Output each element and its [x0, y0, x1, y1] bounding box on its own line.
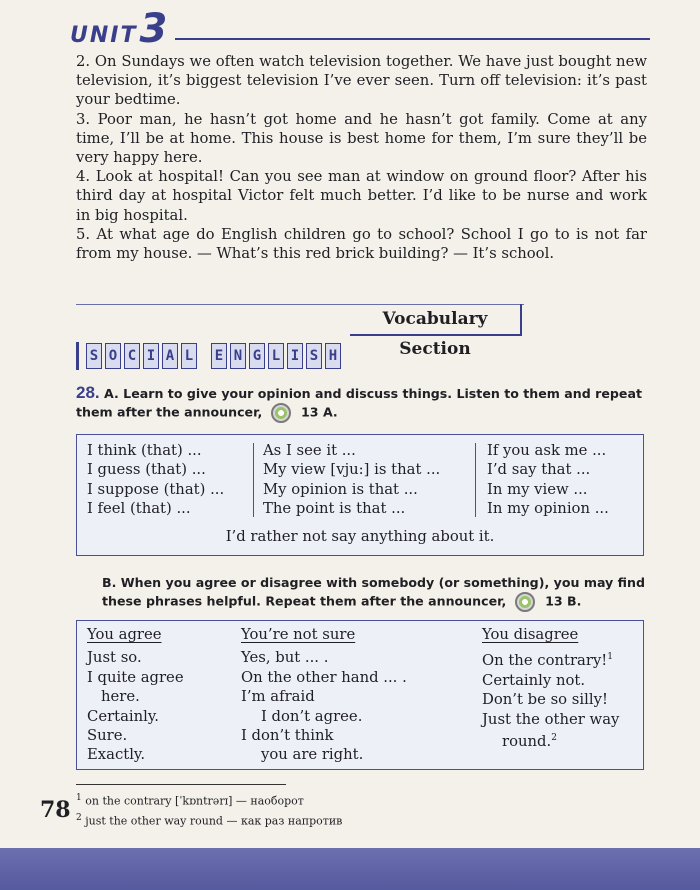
track-a: 13 A. — [301, 404, 338, 420]
phrase: you are right. — [261, 746, 364, 764]
footnotes — [76, 790, 342, 829]
header-disagree: You disagree — [482, 626, 579, 643]
column-disagree — [482, 625, 619, 751]
footnote-text: on the contrary [ˈkɒntrərɪ] — наоборот — [85, 794, 304, 808]
footnote-2 — [76, 810, 342, 830]
phrase: Sure. — [87, 727, 128, 745]
column-1 — [87, 441, 224, 519]
column-2 — [263, 441, 440, 519]
phrase: My view [vju:] is that ... — [263, 461, 441, 479]
phrase: I feel (that) ... — [87, 500, 191, 518]
neutral-phrase: I’d rather not say anything about it. — [225, 528, 495, 545]
banner-letter-tile: L — [181, 343, 197, 369]
phrase: If you ask me ... — [487, 442, 607, 459]
sentence-5: 5. At what age do English children go to school? School I go to is not far from my house. — What’s this red brick building? — It’s school. — [76, 225, 647, 263]
footnote-mark: 1 — [76, 793, 82, 803]
phrase: The point is that ... — [263, 500, 406, 518]
phrase: here. — [101, 688, 140, 706]
footnote-ref-1: 1 — [607, 652, 613, 663]
phrase: I’d say that ... — [487, 461, 591, 479]
sentence-3: 3. Poor man, he hasn’t got home and he hasn’t got family. Come at any time, I’ll be at home. This house is best home for them, I’m sure they’ll be very happy here. — [76, 110, 647, 167]
unit-number: 3 — [139, 6, 170, 52]
phrase: I guess (that) ... — [87, 461, 206, 479]
page-number: 78 — [40, 797, 71, 823]
unit-label: UNIT — [70, 23, 138, 48]
phrase — [482, 648, 619, 670]
sentence-2: 2. On Sundays we often watch television together. We have just bought new television, it’s biggest television I’ve ever seen. Turn off television: it’s past your bedtime. — [76, 53, 647, 109]
banner-letter-tile: H — [325, 343, 341, 369]
footnote-ref-2: 2 — [551, 732, 557, 743]
footnote-text: just the other way round — как раз напротив — [85, 814, 343, 828]
exercise-number: 28. — [76, 383, 100, 402]
banner-letter-tile: E — [211, 343, 227, 369]
sentence-4: 4. Look at hospital! Can you see man at window on ground floor? After his third day at hospital Victor felt much better. I’d like to be nurse and work in big hospital. — [76, 168, 647, 224]
banner-bar — [76, 342, 79, 370]
banner-letter-tile: A — [162, 343, 178, 369]
phrase — [482, 729, 619, 751]
header-agree: You agree — [87, 626, 162, 643]
phrase: As I see it ... — [263, 442, 356, 459]
phrase: On the other hand ... . — [241, 668, 407, 686]
phrase: Don’t be so silly! — [482, 691, 608, 709]
column-not-sure — [241, 625, 407, 765]
exercise-sentences — [76, 52, 647, 263]
instruction-b-text: B. When you agree or disagree with somebody (or something), you may find these phrases helpful. Repeat them after the announcer, — [102, 575, 645, 609]
phrase-text: round. — [502, 732, 552, 750]
phrase: I think (that) ... — [87, 442, 202, 459]
phrase: Certainly not. — [482, 671, 586, 689]
instruction-a — [76, 384, 647, 423]
phrase: I suppose (that) ... — [87, 480, 225, 498]
phrase: Certainly. — [87, 707, 160, 725]
phrase: I don’t agree. — [261, 707, 363, 725]
phrase: My opinion is that ... — [263, 480, 418, 498]
instruction-b — [76, 574, 647, 612]
header-not-sure: You’re not sure — [241, 626, 356, 643]
cd-audio-icon[interactable] — [515, 592, 535, 612]
instruction-a-text: A. Learn to give your opinion and discuss things. Listen to them and repeat them after the announcer, — [76, 386, 642, 420]
bottom-band — [0, 848, 700, 890]
column-divider — [253, 443, 254, 517]
footnote-mark: 2 — [76, 812, 82, 823]
phrase: Just so. — [87, 649, 142, 667]
banner-letter-tile: I — [143, 343, 159, 369]
banner-letter-tile: C — [124, 343, 140, 369]
phrase: Yes, but ... . — [241, 649, 329, 667]
cd-audio-icon[interactable] — [271, 403, 291, 423]
social-english-banner — [76, 342, 341, 370]
phrase: In my opinion ... — [487, 500, 609, 518]
phrase-text: On the contrary! — [482, 652, 608, 670]
phrase: I don’t think — [241, 727, 334, 745]
unit-logo — [70, 6, 170, 52]
column-agree — [87, 625, 184, 765]
banner-letter-tile: S — [86, 343, 102, 369]
footnote-1 — [76, 790, 342, 810]
phrase: Exactly. — [87, 746, 146, 764]
column-divider — [475, 443, 476, 517]
banner-word-1 — [86, 343, 197, 369]
phrase: In my view ... — [487, 480, 588, 498]
banner-letter-tile: O — [105, 343, 121, 369]
agree-disagree-table — [76, 620, 644, 770]
column-3 — [487, 441, 609, 519]
banner-letter-tile: N — [230, 343, 246, 369]
opinion-phrases-table — [76, 434, 644, 556]
track-b: 13 B. — [545, 593, 582, 609]
vocabulary-section-title: Vocabulary Section — [350, 304, 522, 336]
phrase: Just the other way — [482, 710, 620, 728]
banner-letter-tile: S — [306, 343, 322, 369]
banner-letter-tile: I — [287, 343, 303, 369]
header-rule — [175, 38, 650, 40]
phrase: I quite agree — [87, 668, 184, 686]
banner-letter-tile: G — [249, 343, 265, 369]
banner-letter-tile: L — [268, 343, 284, 369]
footnote-rule — [76, 784, 286, 785]
phrase: I’m afraid — [241, 688, 315, 706]
banner-word-2 — [211, 343, 341, 369]
